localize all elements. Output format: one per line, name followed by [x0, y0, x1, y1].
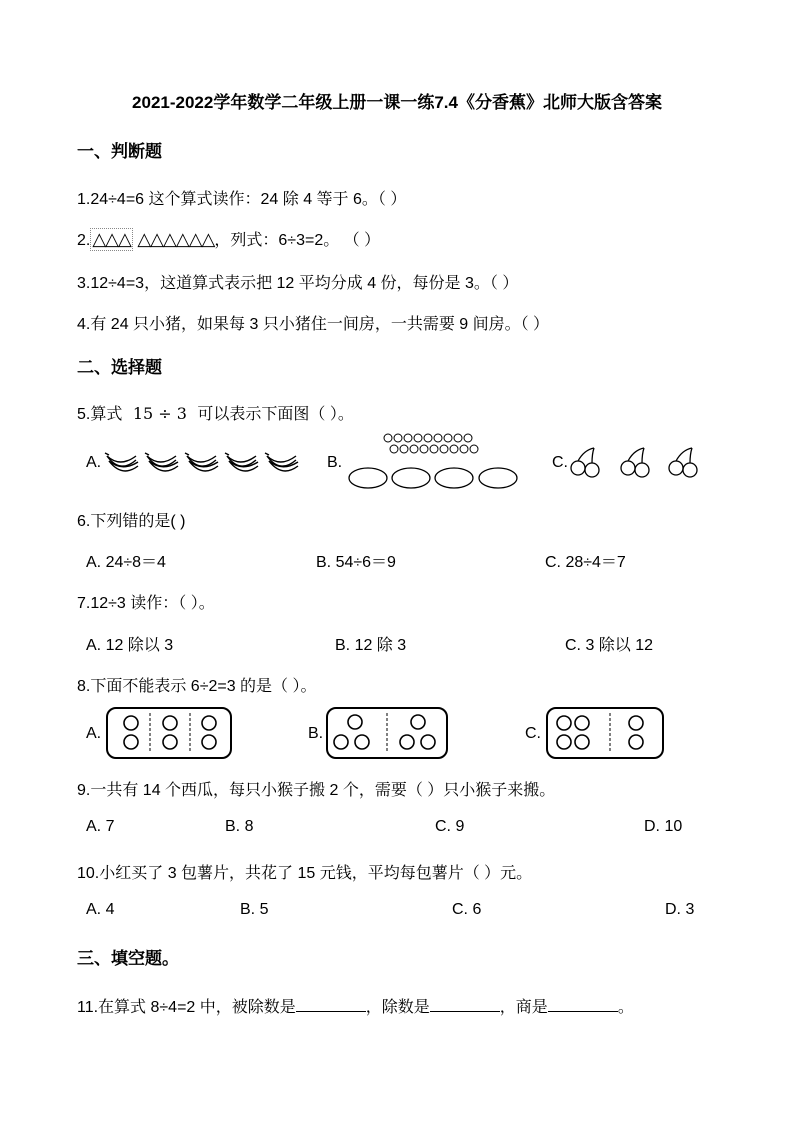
triangle-group-1 [90, 228, 133, 251]
q8-option-a-label: A. [86, 725, 102, 742]
section-heading-fill: 三、填空题。 [77, 949, 179, 968]
page-title: 2021-2022学年数学二年级上册一课一练7.4《分香蕉》北师大版含答案 [132, 93, 662, 112]
question-11-part-4: 。 [617, 999, 634, 1016]
q8-option-c-label: C. [525, 725, 541, 742]
question-10: 10.小红买了 3 包薯片，共花了 15 元钱，平均每包薯片（ ）元。 [77, 865, 533, 882]
q6-option-c: C. 28÷4＝7 [545, 554, 626, 571]
question-2 [77, 227, 380, 251]
question-6: 6.下列错的是( ) [77, 513, 186, 530]
q6-option-a: A. 24÷8＝4 [86, 554, 166, 571]
triangle-icons: △△△ [92, 229, 131, 249]
divisor-blank[interactable] [430, 997, 500, 1012]
section-heading-judgement: 一、判断题 [77, 142, 162, 161]
q9-option-a: A. 7 [86, 818, 115, 835]
question-5-suffix: 可以表示下面图（ ）。 [197, 406, 354, 423]
dividend-blank[interactable] [296, 997, 366, 1012]
cherries-icon [570, 444, 700, 480]
banana-bunches-icon [104, 444, 304, 480]
section-heading-choice: 二、选择题 [77, 358, 162, 377]
q9-option-c: C. 9 [435, 818, 465, 835]
question-11-part-2: ，除数是 [365, 999, 430, 1016]
question-4: 4.有 24 只小猪，如果每 3 只小猪住一间房，一共需要 9 间房。（ ） [77, 316, 550, 333]
question-5-prefix: 5.算式 [77, 406, 123, 423]
q7-option-c: C. 3 除以 12 [565, 637, 654, 654]
q7-option-b: B. 12 除 3 [335, 637, 407, 654]
q10-option-d: D. 3 [665, 901, 695, 918]
q8-option-b-figure [326, 707, 448, 759]
q9-option-d: D. 10 [644, 818, 683, 835]
triangle-group-2: △△△△△△ [137, 229, 215, 249]
quotient-blank[interactable] [548, 997, 618, 1012]
q5-option-c-label: C. [552, 454, 568, 471]
question-9: 9.一共有 14 个西瓜，每只小猴子搬 2 个，需要（ ）只小猴子来搬。 [77, 782, 556, 799]
question-11-part-1: 11.在算式 8÷4=2 中，被除数是 [77, 999, 296, 1016]
q6-option-b: B. 54÷6＝9 [316, 554, 396, 571]
q5-option-b-label: B. [327, 454, 343, 471]
q8-option-b-label: B. [308, 725, 324, 742]
q8-option-a-figure [106, 707, 232, 759]
q9-option-b: B. 8 [225, 818, 254, 835]
question-5-expression: 15 ÷ 3 [132, 404, 187, 423]
q8-option-c-figure [546, 707, 664, 759]
fruits-and-plates-icon [344, 432, 524, 492]
question-7: 7.12÷3 读作：（ ）。 [77, 595, 215, 612]
question-2-text: ，列式：6÷3=2。 （ ） [214, 232, 381, 249]
q5-option-a-label: A. [86, 454, 102, 471]
q10-option-b: B. 5 [240, 901, 269, 918]
question-2-number: 2. [77, 232, 91, 249]
question-5 [77, 401, 354, 424]
question-11-part-3: ，商是 [499, 999, 548, 1016]
q10-option-c: C. 6 [452, 901, 482, 918]
question-1: 1.24÷4=6 这个算式读作：24 除 4 等于 6。（ ） [77, 191, 407, 208]
question-3: 3.12÷4=3，这道算式表示把 12 平均分成 4 份，每份是 3。（ ） [77, 275, 519, 292]
q10-option-a: A. 4 [86, 901, 115, 918]
q7-option-a: A. 12 除以 3 [86, 637, 174, 654]
question-8: 8.下面不能表示 6÷2=3 的是（ ）。 [77, 678, 317, 695]
question-11 [77, 994, 634, 1017]
